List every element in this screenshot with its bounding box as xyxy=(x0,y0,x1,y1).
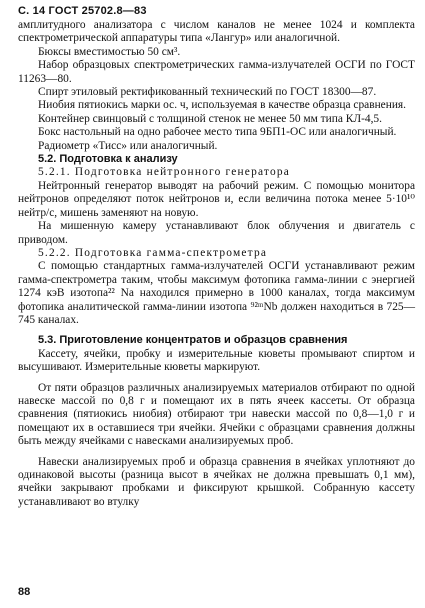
paragraph: Набор образцовых спектрометрических гамма-излучателей ОСГИ по ГОСТ 11263—80. xyxy=(18,59,415,85)
paragraph: На мишенную камеру устанавливают блок облучения и двигатель с приводом. xyxy=(18,220,415,246)
page-header: С. 14 ГОСТ 25702.8—83 xyxy=(18,5,147,17)
paragraph: Бокс настольный на одно рабочее место типа 9БП1-ОС или аналогичный. xyxy=(38,126,397,139)
paragraph: От пяти образцов различных анализируемых материалов отбирают по одной навеске массой по 0,8 г и помещают их в пять ячеек кассеты. От образца сравнения (пятиокись ниобия) отбирают три навески массой по 0,8—1,0 г и помещают их в оставшиеся три ячейки. Ячейки с образцами сравнения должны быть между ячейками с навесками анализируемых проб. xyxy=(18,381,415,448)
paragraph: амплитудного анализатора с числом каналов не менее 1024 и комплекта спектрометрической аппаратуры типа «Лангур» или аналогичной. xyxy=(18,19,415,45)
paragraph: 5.2.1. Подготовка нейтронного генератора xyxy=(38,166,290,179)
paragraph: Радиометр «Тисс» или аналогичный. xyxy=(38,139,218,152)
section-heading: 5.2. Подготовка к анализу xyxy=(38,153,178,166)
section-heading: 5.3. Приготовление концентратов и образцов сравнения xyxy=(38,334,348,347)
paragraph: Навески анализируемых проб и образца сравнения в ячейках уплотняют до одинаковой высоты (разница высот в ячейках не должна превышать 0,1 мм), ячейки закрывают пробками и фиксируют крышкой. Собранную кассету устанавливают во втулку xyxy=(18,455,415,508)
paragraph: Нейтронный генератор выводят на рабочий режим. С помощью монитора нейтронов определяют поток нейтронов и, если величина потока менее 5·10¹⁰ нейтр/с, мишень заменяют на новую. xyxy=(18,179,415,219)
paragraph: Бюксы вместимостью 50 см³. xyxy=(38,45,181,58)
paragraph: 5.2.2. Подготовка гамма-спектрометра xyxy=(38,246,268,259)
page-number: 88 xyxy=(18,586,31,598)
paragraph: Кассету, ячейки, пробку и измерительные кюветы промывают спиртом и высушивают. Измерительные кюветы маркируют. xyxy=(18,347,415,374)
paragraph: Ниобия пятиокись марки ос. ч, используемая в качестве образца сравнения. xyxy=(38,99,407,112)
paragraph: С помощью стандартных гамма-излучателей ОСГИ устанавливают режим гамма-спектрометра таким, чтобы максимум фотопика гамма-линии с энергией 1274 кэВ изотопа²² Na находился примерно в 1000 каналах, тогда максимум фотопика аналитической гамма-линии изотопа ⁹²ᵐNb должен находиться в 725—745 каналах. xyxy=(18,260,415,326)
document-body xyxy=(18,19,415,509)
paragraph: Спирт этиловый ректификованный технический по ГОСТ 18300—87. xyxy=(38,86,377,99)
paragraph: Контейнер свинцовый с толщиной стенок не менее 50 мм типа КЛ-4,5. xyxy=(38,112,382,125)
